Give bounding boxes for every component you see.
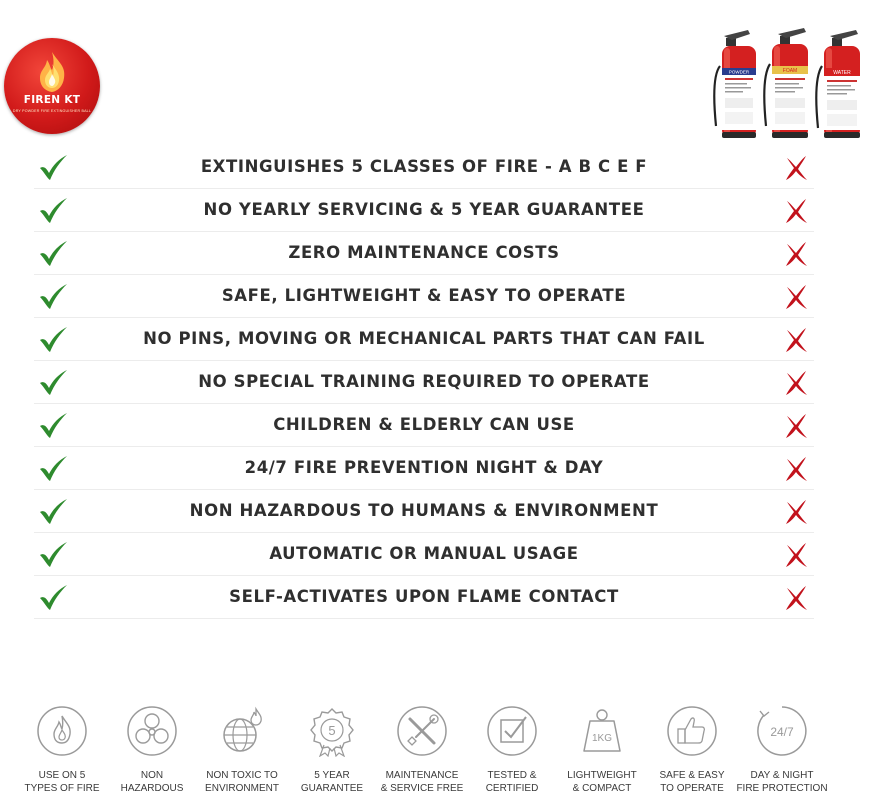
cross-icon xyxy=(784,370,808,396)
check-icon xyxy=(38,325,68,353)
badge-caption: MAINTENANCE & SERVICE FREE xyxy=(380,770,464,794)
tools-icon xyxy=(396,705,448,757)
check-icon xyxy=(38,583,68,611)
check-icon xyxy=(38,454,68,482)
cross-icon xyxy=(784,413,808,439)
cross-icon xyxy=(784,585,808,611)
badge-tested-certified xyxy=(462,705,562,795)
traditional-extinguishers-image xyxy=(710,26,870,144)
feature-label: NON HAZARDOUS TO HUMANS & ENVIRONMENT xyxy=(189,501,659,520)
comparison-row xyxy=(34,576,814,619)
checkbox-icon xyxy=(486,705,538,757)
guarantee-seal-number: 5 xyxy=(328,723,336,738)
feature-label: NO PINS, MOVING OR MECHANICAL PARTS THAT CAN FAIL xyxy=(143,329,705,348)
extinguisher-foam xyxy=(764,28,808,138)
feature-label: CHILDREN & ELDERLY CAN USE xyxy=(273,415,575,434)
feature-label: AUTOMATIC OR MANUAL USAGE xyxy=(269,544,579,563)
badge-caption: 5 YEAR GUARANTEE xyxy=(300,770,364,794)
fire-types-icon xyxy=(36,705,88,757)
comparison-row xyxy=(34,490,814,533)
comparison-row xyxy=(34,533,814,576)
feature-label: EXTINGUISHES 5 CLASSES OF FIRE - A B C E F xyxy=(200,157,648,176)
cross-icon xyxy=(784,542,808,568)
clock-24-7-icon xyxy=(756,705,808,757)
check-icon xyxy=(38,239,68,267)
check-icon xyxy=(38,196,68,224)
badge-lightweight xyxy=(552,705,652,795)
check-icon xyxy=(38,497,68,525)
thumbs-up-icon xyxy=(666,705,718,757)
feature-label: NO SPECIAL TRAINING REQUIRED TO OPERATE xyxy=(198,372,650,391)
logo-brand-text: FIREN KT xyxy=(23,94,81,106)
badge-safe-easy xyxy=(642,705,742,795)
cross-icon xyxy=(784,499,808,525)
feature-label: SAFE, LIGHTWEIGHT & EASY TO OPERATE xyxy=(221,286,627,305)
weight-label: 1KG xyxy=(591,733,613,744)
badge-non-hazardous xyxy=(102,705,202,795)
check-icon xyxy=(38,540,68,568)
globe-flame-icon xyxy=(216,705,268,757)
badge-caption: SAFE & EASY TO OPERATE xyxy=(659,770,725,794)
comparison-row xyxy=(34,404,814,447)
guarantee-seal-icon xyxy=(306,705,358,757)
feature-label: 24/7 FIRE PREVENTION NIGHT & DAY xyxy=(244,458,604,477)
extinguisher-water xyxy=(816,30,860,138)
comparison-row xyxy=(34,232,814,275)
comparison-row xyxy=(34,189,814,232)
cross-icon xyxy=(784,198,808,224)
comparison-row xyxy=(34,146,814,189)
biohazard-icon xyxy=(126,705,178,757)
extinguisher-powder xyxy=(714,30,756,138)
extinguisher-label-powder: POWDER xyxy=(728,69,750,75)
feature-label: NO YEARLY SERVICING & 5 YEAR GUARANTEE xyxy=(203,200,645,219)
extinguisher-label-foam: FOAM xyxy=(782,68,798,74)
feature-label: SELF-ACTIVATES UPON FLAME CONTACT xyxy=(229,587,619,606)
badge-fire-types xyxy=(12,705,112,795)
badge-caption: DAY & NIGHT FIRE PROTECTION xyxy=(736,770,828,794)
comparison-row xyxy=(34,447,814,490)
firenkt-logo xyxy=(4,38,100,134)
check-icon xyxy=(38,282,68,310)
clock-label: 24/7 xyxy=(770,725,794,739)
feature-label: ZERO MAINTENANCE COSTS xyxy=(288,243,560,262)
cross-icon xyxy=(784,155,808,181)
badge-caption: LIGHTWEIGHT & COMPACT xyxy=(567,770,637,794)
badge-caption: NON TOXIC TO ENVIRONMENT xyxy=(205,770,279,794)
comparison-row xyxy=(34,318,814,361)
badge-guarantee xyxy=(282,705,382,795)
badge-day-night xyxy=(732,705,832,795)
cross-icon xyxy=(784,327,808,353)
cross-icon xyxy=(784,456,808,482)
badge-non-toxic xyxy=(192,705,292,795)
extinguisher-label-water: WATER xyxy=(833,70,851,76)
comparison-row xyxy=(34,361,814,404)
badge-caption: USE ON 5 TYPES OF FIRE xyxy=(24,770,100,794)
comparison-row xyxy=(34,275,814,318)
comparison-table xyxy=(34,146,814,619)
check-icon xyxy=(38,411,68,439)
check-icon xyxy=(38,368,68,396)
check-icon xyxy=(38,153,68,181)
flame-icon xyxy=(32,50,72,94)
feature-badges xyxy=(0,705,870,800)
logo-tagline: DRY POWDER FIRE EXTINGUISHER BALL xyxy=(12,109,92,113)
badge-caption: TESTED & CERTIFIED xyxy=(485,770,539,794)
badge-caption: NON HAZARDOUS xyxy=(120,770,184,794)
badge-maintenance-free xyxy=(372,705,472,795)
cross-icon xyxy=(784,284,808,310)
cross-icon xyxy=(784,241,808,267)
weight-icon xyxy=(576,705,628,757)
